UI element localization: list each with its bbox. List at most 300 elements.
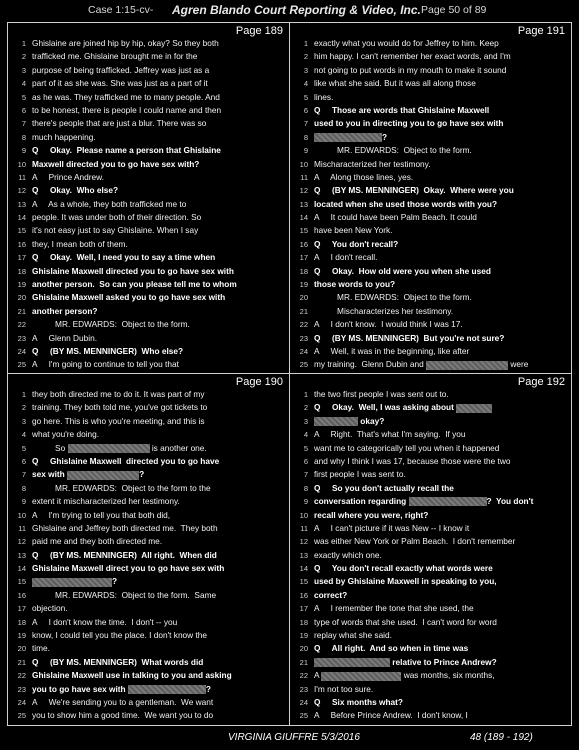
line-text-content: MR. EDWARDS: Object to the form. xyxy=(314,145,472,156)
line-text xyxy=(32,345,287,358)
line-text-content: A Before Prince Andrew. I don't know, I xyxy=(314,710,468,721)
transcript-line xyxy=(290,642,571,655)
line-text-content: it's not easy just to say Ghislaine. When I say xyxy=(32,225,199,236)
line-text-content: objection. xyxy=(32,603,68,614)
line-text xyxy=(314,495,569,508)
transcript-line xyxy=(8,535,289,548)
line-text xyxy=(32,305,287,318)
deponent-date: VIRGINIA GIUFFRE 5/3/2016 xyxy=(228,732,360,743)
line-number: 24 xyxy=(299,697,308,707)
transcript-line xyxy=(290,91,571,104)
line-text-content: paid me and they both directed me. xyxy=(32,536,163,547)
line-text xyxy=(32,238,287,251)
line-text xyxy=(314,428,569,441)
page-number: Page 192 xyxy=(517,376,565,388)
line-number: 1 xyxy=(21,39,26,48)
transcript-line xyxy=(8,669,289,682)
line-text-content: sex with xyxy=(32,469,65,480)
line-text-content: correct? xyxy=(314,589,348,600)
line-number: 3 xyxy=(21,65,26,75)
line-text xyxy=(32,37,287,50)
line-number: 6 xyxy=(21,105,26,115)
transcript-line xyxy=(8,144,289,157)
line-text-content: A Prince Andrew. xyxy=(32,171,104,182)
line-text-content: A I don't recall. xyxy=(314,252,378,263)
line-number: 19 xyxy=(17,631,26,641)
line-text-content: extent it mischaracterized her testimony. xyxy=(32,496,180,507)
transcript-line xyxy=(290,265,571,278)
line-number: 23 xyxy=(299,684,308,694)
line-text-content: MR. EDWARDS: Object to the form to the xyxy=(32,482,211,493)
line-text xyxy=(314,455,569,468)
line-text-content: exactly what you would do for Jeffrey to him. Keep xyxy=(314,38,499,48)
line-number: 12 xyxy=(299,537,308,547)
line-text-content: purpose of being trafficked. Jeffrey was just as a xyxy=(32,64,210,75)
line-text xyxy=(314,388,569,401)
line-text-content: used by Ghislaine Maxwell in speaking to you, xyxy=(314,576,497,587)
line-number: 9 xyxy=(303,146,308,156)
transcript-line xyxy=(8,522,289,535)
line-number: 24 xyxy=(299,346,308,356)
line-number: 1 xyxy=(303,39,308,48)
line-number: 22 xyxy=(17,320,26,330)
line-text-content: A As a whole, they both trafficked me to xyxy=(32,198,187,209)
line-text xyxy=(32,468,287,481)
line-number: 12 xyxy=(17,537,26,547)
transcript-lines xyxy=(8,388,289,723)
line-text xyxy=(314,602,569,615)
transcript-line xyxy=(8,683,289,696)
transcript-line xyxy=(8,77,289,90)
transcript-line xyxy=(290,696,571,709)
line-text xyxy=(32,77,287,90)
transcript-line xyxy=(290,251,571,264)
transcript-line xyxy=(290,455,571,468)
line-number: 10 xyxy=(299,510,308,520)
line-text xyxy=(32,629,287,642)
line-text xyxy=(314,683,569,696)
page-footer xyxy=(0,732,579,746)
line-number: 2 xyxy=(303,52,308,62)
line-text xyxy=(314,131,569,144)
transcript-line xyxy=(8,345,289,358)
page-of-count: Page 50 of 89 xyxy=(421,4,487,16)
line-number: 14 xyxy=(299,213,308,223)
line-text xyxy=(32,669,287,682)
line-number: 25 xyxy=(17,360,26,370)
transcript-line xyxy=(8,696,289,709)
redaction-box xyxy=(67,471,139,480)
line-text xyxy=(314,509,569,522)
line-number: 10 xyxy=(17,159,26,169)
line-text-content: A I'm trying to tell you that both did, xyxy=(32,509,171,520)
transcript-line xyxy=(290,318,571,331)
line-text-content: A Right. That's what I'm saying. If you xyxy=(314,429,466,440)
line-number: 17 xyxy=(17,604,26,614)
line-number: 1 xyxy=(303,390,308,399)
line-text-content: Mischaracterized her testimony. xyxy=(314,158,431,169)
line-text xyxy=(32,318,287,331)
line-text xyxy=(314,468,569,481)
line-text xyxy=(314,629,569,642)
transcript-line xyxy=(8,291,289,304)
line-number: 16 xyxy=(17,590,26,600)
line-text-after-redaction: was months, six months, xyxy=(401,670,495,681)
line-text xyxy=(32,91,287,104)
line-text-content: training. They both told me, you've got tickets to xyxy=(32,402,208,413)
line-number: 24 xyxy=(17,697,26,707)
transcript-line xyxy=(8,629,289,642)
line-text xyxy=(314,575,569,588)
line-text-content: Ghislaine Maxwell use in talking to you and asking xyxy=(32,670,232,681)
line-text-content: Q (BY MS. MENNINGER) What words did xyxy=(32,656,204,667)
line-text-content: Q Okay. Please name a person that Ghislaine xyxy=(32,145,221,156)
transcript-line xyxy=(8,171,289,184)
transcript-line xyxy=(8,332,289,345)
transcript-line xyxy=(8,131,289,144)
line-text-content: A We're sending you to a gentleman. We want xyxy=(32,696,214,707)
transcript-line xyxy=(290,482,571,495)
line-text xyxy=(32,64,287,77)
line-text xyxy=(314,37,569,50)
line-text-content: Q So you don't actually recall the xyxy=(314,482,454,493)
line-text-content: recall where you were, right? xyxy=(314,509,429,520)
line-text xyxy=(32,401,287,414)
transcript-lines xyxy=(290,37,571,372)
line-text xyxy=(32,131,287,144)
line-text-after-redaction: is another one. xyxy=(149,442,207,453)
redaction-box xyxy=(128,685,206,694)
transcript-line xyxy=(8,401,289,414)
line-text xyxy=(32,211,287,224)
line-text-content: like what she said. But it was all along those xyxy=(314,78,476,89)
line-number: 12 xyxy=(299,186,308,196)
line-text xyxy=(32,683,287,696)
line-number: 15 xyxy=(299,577,308,587)
line-text-content: A I can't picture if it was New -- I know it xyxy=(314,522,470,533)
transcript-line xyxy=(290,522,571,535)
line-number: 17 xyxy=(299,253,308,263)
line-text xyxy=(314,358,569,371)
line-number: 23 xyxy=(17,684,26,694)
line-number: 18 xyxy=(299,266,308,276)
transcript-line xyxy=(8,64,289,77)
line-text xyxy=(314,77,569,90)
line-text xyxy=(314,265,569,278)
line-number: 3 xyxy=(303,65,308,75)
transcript-line xyxy=(8,158,289,171)
line-number: 9 xyxy=(21,146,26,156)
line-text xyxy=(314,184,569,197)
line-text-content: I'm not too sure. xyxy=(314,683,374,694)
line-number: 14 xyxy=(17,564,26,574)
page-header xyxy=(0,4,579,18)
line-text-content: used to you in directing you to go have sex with xyxy=(314,118,504,129)
line-text xyxy=(32,278,287,291)
line-number: 4 xyxy=(303,430,308,440)
line-text xyxy=(32,428,287,441)
transcript-line xyxy=(8,388,289,401)
line-text-content: Q (BY MS. MENNINGER) Okay. Where were you xyxy=(314,185,514,196)
line-text-content: A I'm going to continue to tell you that xyxy=(32,359,179,370)
line-text-content: Q You don't recall exactly what words were xyxy=(314,563,493,574)
line-text-content: want me to categorically tell you when it happened xyxy=(314,442,500,453)
line-text-content: time. xyxy=(32,643,50,654)
line-number: 8 xyxy=(21,132,26,142)
transcript-line xyxy=(8,549,289,562)
line-text-content: Q Those are words that Ghislaine Maxwell xyxy=(314,104,490,115)
line-text xyxy=(32,144,287,157)
line-number: 14 xyxy=(299,564,308,574)
line-number: 12 xyxy=(17,186,26,196)
transcript-line xyxy=(8,442,289,455)
line-text-content: Q Six months what? xyxy=(314,696,403,707)
line-text xyxy=(32,291,287,304)
line-number: 16 xyxy=(299,590,308,600)
line-number: 3 xyxy=(303,416,308,426)
line-text-content: Ghislaine and Jeffrey both directed me. They both xyxy=(32,522,218,533)
line-number: 8 xyxy=(21,483,26,493)
line-number: 4 xyxy=(21,430,26,440)
line-text xyxy=(32,251,287,264)
line-text xyxy=(314,211,569,224)
transcript-line xyxy=(8,589,289,602)
line-number: 22 xyxy=(299,671,308,681)
line-text-content: there's people that are just a blur. There was so xyxy=(32,118,207,129)
line-number: 6 xyxy=(21,456,26,466)
line-text-content: what you're doing. xyxy=(32,429,100,440)
page-range: 48 (189 - 192) xyxy=(470,732,533,743)
line-number: 20 xyxy=(299,644,308,654)
transcript-line xyxy=(8,428,289,441)
line-number: 9 xyxy=(303,497,308,507)
line-text xyxy=(32,158,287,171)
line-text-after-redaction: ? You don't xyxy=(486,496,534,507)
line-text-after-redaction: ? xyxy=(205,683,211,694)
line-number: 8 xyxy=(303,483,308,493)
line-number: 5 xyxy=(21,92,26,102)
line-text xyxy=(32,709,287,722)
line-text-content: A I don't know. I would think I was 17. xyxy=(314,319,463,330)
line-text-content: know, I could tell you the place. I don't know the xyxy=(32,630,208,641)
line-text xyxy=(314,482,569,495)
line-number: 9 xyxy=(21,497,26,507)
transcript-line xyxy=(290,562,571,575)
transcript-line xyxy=(8,104,289,117)
transcript-line xyxy=(290,656,571,669)
line-text xyxy=(314,549,569,562)
line-text xyxy=(314,198,569,211)
line-text-content: Maxwell directed you to go have sex with? xyxy=(32,158,200,169)
transcript-line xyxy=(8,709,289,722)
line-text xyxy=(32,562,287,575)
line-text xyxy=(32,184,287,197)
line-text-content: type of words that she used. I can't word for word xyxy=(314,616,497,627)
transcript-line xyxy=(290,358,571,371)
line-number: 15 xyxy=(299,226,308,236)
transcript-line xyxy=(290,575,571,588)
transcript-line xyxy=(8,211,289,224)
line-text xyxy=(314,318,569,331)
line-number: 21 xyxy=(299,657,308,667)
transcript-line xyxy=(8,37,289,50)
line-number: 7 xyxy=(303,470,308,480)
transcript-line xyxy=(8,278,289,291)
line-text xyxy=(32,495,287,508)
line-text xyxy=(32,415,287,428)
line-number: 6 xyxy=(303,456,308,466)
line-text-content: him happy. I can't remember her exact words, and I'm xyxy=(314,51,511,62)
line-text xyxy=(32,509,287,522)
line-text xyxy=(32,696,287,709)
line-text-content: was either New York or Palm Beach. I don't remember xyxy=(314,536,516,547)
transcript-lines xyxy=(290,388,571,723)
line-text-content: another person? xyxy=(32,305,98,316)
transcript-line xyxy=(290,291,571,304)
page-number: Page 190 xyxy=(235,376,283,388)
line-text-content: A It could have been Palm Beach. It could xyxy=(314,212,477,223)
line-text xyxy=(32,549,287,562)
line-text xyxy=(32,104,287,117)
transcript-line xyxy=(8,455,289,468)
line-text xyxy=(314,656,569,669)
line-text xyxy=(314,117,569,130)
transcript-line xyxy=(8,562,289,575)
line-text-content: you to show him a good time. We want you to do xyxy=(32,710,214,721)
transcript-line xyxy=(8,50,289,63)
transcript-line xyxy=(290,669,571,682)
line-text xyxy=(314,305,569,318)
line-text-content: Q All right. And so when in time was xyxy=(314,643,469,654)
transcript-line xyxy=(290,683,571,696)
transcript-line xyxy=(290,428,571,441)
line-number: 19 xyxy=(299,280,308,290)
line-text-content: part of it as she was. She was just as a part of it xyxy=(32,78,208,89)
line-number: 11 xyxy=(300,523,308,533)
transcript-page-192 xyxy=(290,374,571,724)
transcript-line xyxy=(290,549,571,562)
line-text-content: have been New York. xyxy=(314,225,393,236)
line-text-after-redaction: ? xyxy=(112,576,118,587)
line-number: 2 xyxy=(21,52,26,62)
line-text-content: they, I mean both of them. xyxy=(32,238,128,249)
redaction-box xyxy=(314,658,390,667)
line-number: 3 xyxy=(21,416,26,426)
page-number: Page 189 xyxy=(235,25,283,37)
line-text xyxy=(314,278,569,291)
line-text-content: go here. This is who you're meeting, and this is xyxy=(32,415,205,426)
page-number: Page 191 xyxy=(517,25,565,37)
line-text-content: MR. EDWARDS: Object to the form. Same xyxy=(32,589,217,600)
line-text xyxy=(314,64,569,77)
line-number: 16 xyxy=(299,239,308,249)
transcript-line xyxy=(290,442,571,455)
transcript-page-191 xyxy=(290,23,571,373)
transcript-line xyxy=(8,575,289,588)
line-text-content: A Along those lines, yes. xyxy=(314,171,414,182)
line-number: 2 xyxy=(21,403,26,413)
line-number: 19 xyxy=(299,631,308,641)
line-text xyxy=(32,602,287,615)
line-text-content: Q Okay. How old were you when she used xyxy=(314,265,491,276)
transcript-line xyxy=(290,64,571,77)
line-text xyxy=(32,198,287,211)
transcript-line xyxy=(290,278,571,291)
transcript-line xyxy=(8,509,289,522)
line-text xyxy=(32,616,287,629)
transcript-line xyxy=(8,495,289,508)
transcript-line xyxy=(8,602,289,615)
line-text-content: first people I was sent to. xyxy=(314,469,406,480)
line-number: 10 xyxy=(299,159,308,169)
line-text-content: Ghislaine Maxwell asked you to go have sex with xyxy=(32,292,226,303)
line-text xyxy=(314,104,569,117)
transcript-line xyxy=(290,602,571,615)
line-number: 13 xyxy=(17,550,26,560)
transcript-line xyxy=(290,509,571,522)
transcript-line xyxy=(8,656,289,669)
transcript-line xyxy=(290,37,571,50)
line-text xyxy=(32,224,287,237)
line-text xyxy=(314,669,569,682)
line-number: 5 xyxy=(21,443,26,453)
line-number: 10 xyxy=(17,510,26,520)
line-text xyxy=(314,401,569,414)
line-text-content: much happening. xyxy=(32,131,96,142)
line-text xyxy=(314,616,569,629)
line-number: 20 xyxy=(17,644,26,654)
transcript-line xyxy=(8,184,289,197)
transcript-grid xyxy=(7,22,572,726)
line-number: 5 xyxy=(303,92,308,102)
transcript-line xyxy=(290,616,571,629)
line-text-content: Q You don't recall? xyxy=(314,238,399,249)
line-text xyxy=(314,589,569,602)
line-text xyxy=(32,535,287,548)
transcript-line xyxy=(290,345,571,358)
transcript-line xyxy=(290,77,571,90)
transcript-line xyxy=(8,318,289,331)
line-text xyxy=(314,642,569,655)
line-text-content: those words to you? xyxy=(314,279,396,290)
line-text-content: So xyxy=(32,442,66,453)
transcript-line xyxy=(290,198,571,211)
line-text xyxy=(32,358,287,371)
line-number: 4 xyxy=(21,79,26,89)
line-number: 22 xyxy=(299,320,308,330)
line-text-after-redaction: ? xyxy=(382,131,388,142)
line-text-content: as he was. They trafficked me to many people. And xyxy=(32,91,220,102)
transcript-line xyxy=(290,158,571,171)
line-text-content: to be honest, there is people I could name and then xyxy=(32,104,222,115)
line-number: 20 xyxy=(17,293,26,303)
line-text xyxy=(32,575,287,588)
line-number: 25 xyxy=(299,711,308,721)
line-number: 18 xyxy=(17,266,26,276)
line-text-content: Q (BY MS. MENNINGER) But you're not sure? xyxy=(314,332,505,343)
line-number: 18 xyxy=(299,617,308,627)
line-number: 13 xyxy=(299,550,308,560)
transcript-line xyxy=(8,224,289,237)
transcript-line xyxy=(290,388,571,401)
transcript-line xyxy=(8,358,289,371)
line-number: 8 xyxy=(303,132,308,142)
line-text xyxy=(314,535,569,548)
line-number: 18 xyxy=(17,617,26,627)
line-number: 21 xyxy=(299,306,308,316)
line-number: 23 xyxy=(299,333,308,343)
line-text xyxy=(314,332,569,345)
